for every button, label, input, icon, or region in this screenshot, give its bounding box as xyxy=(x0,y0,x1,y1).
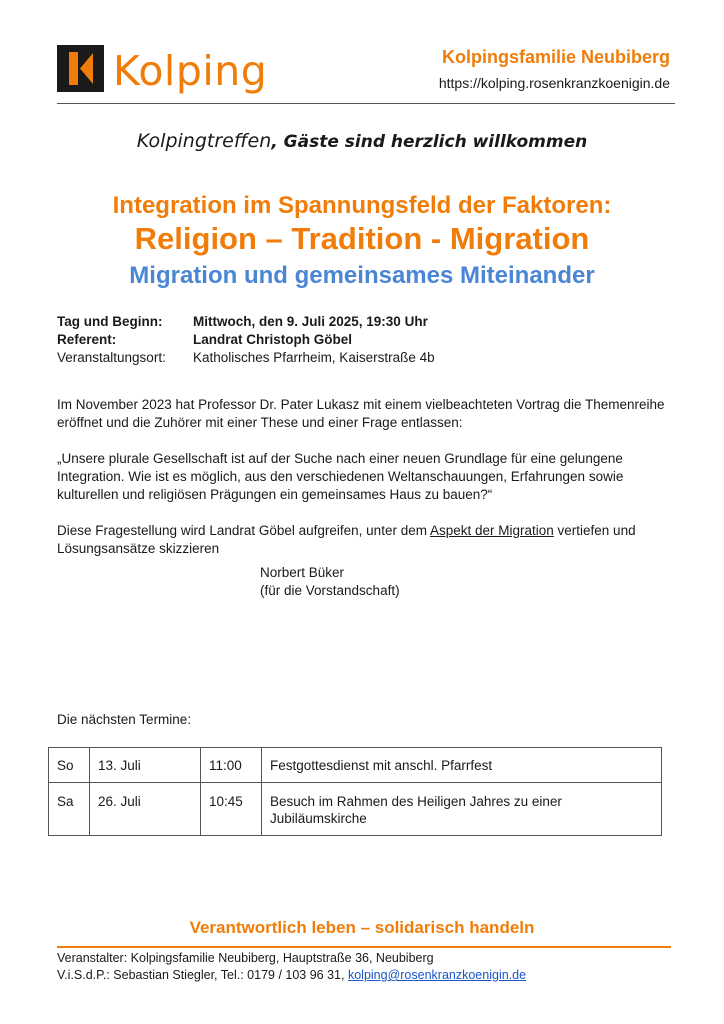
cell-event: Besuch im Rahmen des Heiligen Jahres zu einer Jubiläumskirche xyxy=(262,783,662,836)
body-text xyxy=(57,396,677,576)
title-line-1: Integration im Spannungsfeld der Faktoren: xyxy=(112,192,612,219)
footer-contact: V.i.S.d.P.: Sebastian Stiegler, Tel.: 0179 / 103 96 31, xyxy=(57,968,348,982)
footer-line-1: Veranstalter: Kolpingsfamilie Neubiberg, Hauptstraße 36, Neubiberg xyxy=(57,951,434,965)
footer-divider xyxy=(57,946,671,948)
paragraph-3-end: vertiefen und Lösungsansätze skizzieren xyxy=(57,523,636,556)
speaker-value: Landrat Christoph Göbel xyxy=(193,332,353,347)
venue-label: Veranstaltungsort: xyxy=(57,350,166,365)
body-paragraph-2: „Unsere plurale Gesellschaft ist auf der Suche nach einer neuen Grundlage für eine gelungene Integration. Wie ist es möglich, aus den verschiedenen Weltanschauungen, Erfahrungen sowie kulturellen und religiösen Prägungen ein gemeinsames Haus zu bauen?“ xyxy=(57,451,624,502)
cell-date: 13. Juli xyxy=(90,748,201,783)
schedule-table xyxy=(48,747,662,836)
cell-time: 11:00 xyxy=(201,748,262,783)
logo-wordmark: Kolping xyxy=(113,47,268,95)
header-divider xyxy=(57,103,675,104)
paragraph-3-underlined: Aspekt der Migration xyxy=(429,523,554,538)
info-row-speaker xyxy=(57,331,435,349)
email-link[interactable]: kolping@rosenkranzkoenigin.de xyxy=(347,968,527,982)
cell-date: 26. Juli xyxy=(90,783,201,836)
cell-day: Sa xyxy=(49,783,90,836)
speaker-label: Referent: xyxy=(57,332,117,347)
paragraph-3-start: Diese Fragestellung wird Landrat Göbel aufgreifen, unter dem xyxy=(57,523,430,538)
cell-event: Festgottesdienst mit anschl. Pfarrfest xyxy=(262,748,662,783)
footer xyxy=(57,950,526,984)
signature-name: Norbert Büker xyxy=(260,565,345,580)
date-value: Mittwoch, den 9. Juli 2025, 19:30 Uhr xyxy=(193,314,428,329)
cell-time: 10:45 xyxy=(201,783,262,836)
title-line-3: Migration und gemeinsames Miteinander xyxy=(129,262,595,289)
footer-line-2 xyxy=(57,967,526,984)
body-paragraph-1: Im November 2023 hat Professor Dr. Pater Lukasz mit einem vielbeachteten Vortrag die Themenreihe eröffnet und die Zuhörer mit einer These und einer Frage entlassen: xyxy=(57,397,665,430)
event-tagline xyxy=(0,130,724,152)
organization-name: Kolpingsfamilie Neubiberg xyxy=(441,47,670,67)
event-info xyxy=(57,313,435,367)
cell-day: So xyxy=(49,748,90,783)
signature-role: (für die Vorstandschaft) xyxy=(260,583,400,598)
info-row-date xyxy=(57,313,435,331)
kolping-k-logo-icon xyxy=(57,45,104,92)
venue-value: Katholisches Pfarrheim, Kaiserstraße 4b xyxy=(193,350,435,365)
table-row xyxy=(49,783,662,836)
tagline-part-1: Kolpingtreffen xyxy=(136,130,272,152)
motto: Verantwortlich leben – solidarisch handeln xyxy=(189,918,535,937)
date-label: Tag und Beginn: xyxy=(57,314,163,329)
title-line-2: Religion – Tradition - Migration xyxy=(134,221,590,256)
tagline-part-2: , Gäste sind herzlich willkommen xyxy=(271,132,588,152)
organization-url[interactable]: https://kolping.rosenkranzkoenigin.de xyxy=(438,75,670,91)
body-paragraph-3 xyxy=(57,522,677,558)
table-row xyxy=(49,748,662,783)
signature xyxy=(260,564,400,600)
info-row-venue xyxy=(57,349,435,367)
schedule-label: Die nächsten Termine: xyxy=(57,712,192,727)
